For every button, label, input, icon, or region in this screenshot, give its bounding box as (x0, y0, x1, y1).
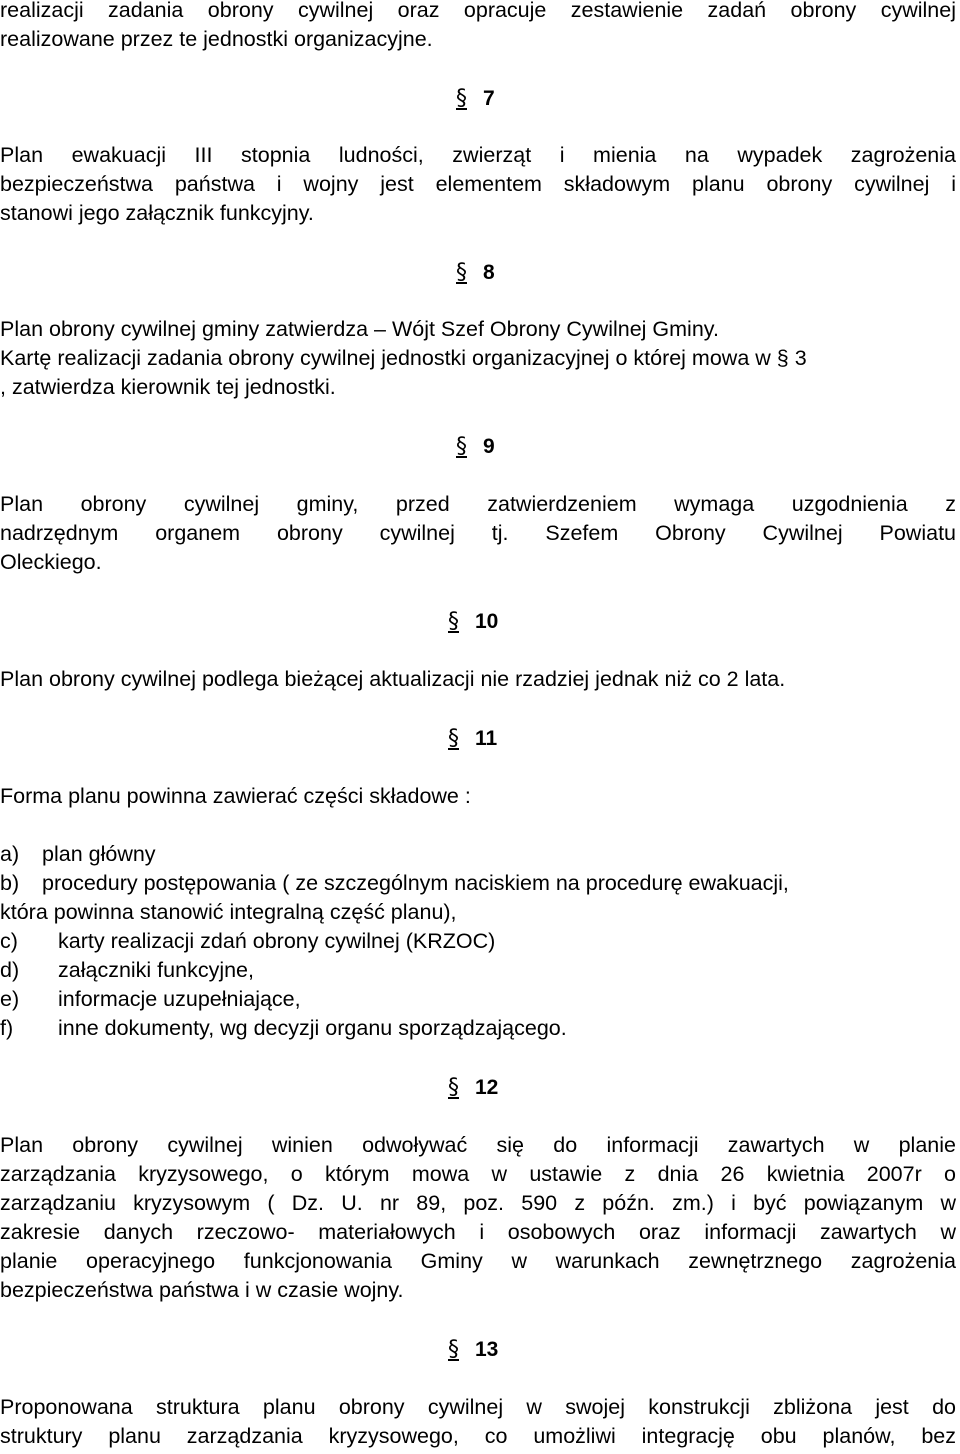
section-11-list (0, 840, 956, 1043)
text-line: realizowane przez te jednostki organizacyjne. (0, 27, 433, 51)
text-line: zarządzania kryzysowego, o którym mowa w ustawie z dnia 26 kwietnia 2007r o (0, 1162, 956, 1186)
text-line: zarządzaniu kryzysowym ( Dz. U. nr 89, poz. 590 z późn. zm.) i być powiązanym w (0, 1191, 956, 1215)
text-line: Kartę realizacji zadania obrony cywilnej jednostki organizacyjnej o której mowa w § 3 (0, 346, 807, 370)
list-item-label: b) (0, 871, 20, 895)
section-sign-icon: § (448, 609, 459, 634)
text-line: , zatwierdza kierownik tej jednostki. (0, 375, 336, 399)
section-sign-icon: § (456, 434, 467, 459)
list-item-text: która powinna stanowić integralną część planu), (0, 900, 457, 924)
list-item-label: c) (0, 929, 18, 953)
list-item-text: inne dokumenty, wg decyzji organu sporządzającego. (58, 1016, 567, 1040)
list-item (0, 869, 956, 898)
intro-paragraph (0, 0, 956, 54)
section-8-paragraph (0, 315, 956, 402)
section-sign-icon: § (448, 726, 459, 751)
list-item (0, 898, 956, 927)
list-item-text: załączniki funkcyjne, (58, 958, 254, 982)
text-line: planie operacyjnego funkcjonowania Gminy w warunkach zewnętrznego zagrożenia (0, 1249, 956, 1273)
section-13-paragraph (0, 1393, 956, 1451)
section-number: 7 (483, 87, 495, 110)
text-line: Oleckiego. (0, 550, 102, 574)
list-item-text: karty realizacji zdań obrony cywilnej (KRZOC) (58, 929, 496, 953)
text-line: Plan ewakuacji III stopnia ludności, zwierząt i mienia na wypadek zagrożenia (0, 143, 956, 167)
section-heading-13 (448, 1335, 498, 1367)
section-number: 8 (483, 261, 495, 284)
section-sign-icon: § (448, 1337, 459, 1362)
section-heading-11 (448, 724, 497, 756)
section-heading-7 (456, 84, 495, 116)
text-line: Plan obrony cywilnej winien odwoływać się do informacji zawartych w planie (0, 1133, 956, 1157)
text-line: Forma planu powinna zawierać części składowe : (0, 784, 471, 808)
section-number: 11 (475, 727, 498, 750)
section-10-paragraph (0, 665, 956, 694)
list-item (0, 1014, 956, 1043)
section-heading-10 (448, 607, 498, 639)
section-heading-8 (456, 258, 495, 290)
section-9-paragraph (0, 490, 956, 577)
text-line: Plan obrony cywilnej gminy zatwierdza – Wójt Szef Obrony Cywilnej Gminy. (0, 317, 719, 341)
section-number: 10 (475, 610, 499, 633)
list-item (0, 956, 956, 985)
section-heading-9 (456, 432, 495, 464)
list-item-label: e) (0, 987, 20, 1011)
text-line: stanowi jego załącznik funkcyjny. (0, 201, 314, 225)
section-heading-12 (448, 1073, 498, 1105)
list-item (0, 840, 956, 869)
list-item (0, 985, 956, 1014)
section-number: 13 (475, 1338, 499, 1361)
section-sign-icon: § (448, 1075, 459, 1100)
section-number: 12 (475, 1076, 499, 1099)
section-12-paragraph (0, 1131, 956, 1305)
text-line: Plan obrony cywilnej podlega bieżącej aktualizacji nie rzadziej jednak niż co 2 lata. (0, 667, 786, 691)
text-line: Proponowana struktura planu obrony cywilnej w swojej konstrukcji zbliżona jest do (0, 1395, 956, 1419)
list-item-label: f) (0, 1016, 14, 1040)
section-sign-icon: § (456, 260, 467, 285)
text-line: struktury planu zarządzania kryzysowego, co umożliwi integrację obu planów, bez (0, 1424, 956, 1448)
text-line: Plan obrony cywilnej gminy, przed zatwierdzeniem wymaga uzgodnienia z (0, 492, 956, 516)
section-7-paragraph (0, 141, 956, 228)
list-item-text: procedury postępowania ( ze szczególnym naciskiem na procedurę ewakuacji, (42, 871, 789, 895)
text-line: zakresie danych rzeczowo- materiałowych i osobowych oraz informacji zawartych w (0, 1220, 956, 1244)
text-line: nadrzędnym organem obrony cywilnej tj. Szefem Obrony Cywilnej Powiatu (0, 521, 956, 545)
list-item-label: a) (0, 842, 20, 866)
text-line: bezpieczeństwa państwa i w czasie wojny. (0, 1278, 404, 1302)
text-line: bezpieczeństwa państwa i wojny jest elementem składowym planu obrony cywilnej i (0, 172, 956, 196)
list-item-label: d) (0, 958, 20, 982)
list-item-text: informacje uzupełniające, (58, 987, 301, 1011)
text-line: realizacji zadania obrony cywilnej oraz opracuje zestawienie zadań obrony cywilnej (0, 0, 956, 22)
list-item (0, 927, 956, 956)
section-sign-icon: § (456, 86, 467, 111)
section-11-intro (0, 782, 956, 811)
section-number: 9 (483, 435, 495, 458)
list-item-text: plan główny (42, 842, 156, 866)
